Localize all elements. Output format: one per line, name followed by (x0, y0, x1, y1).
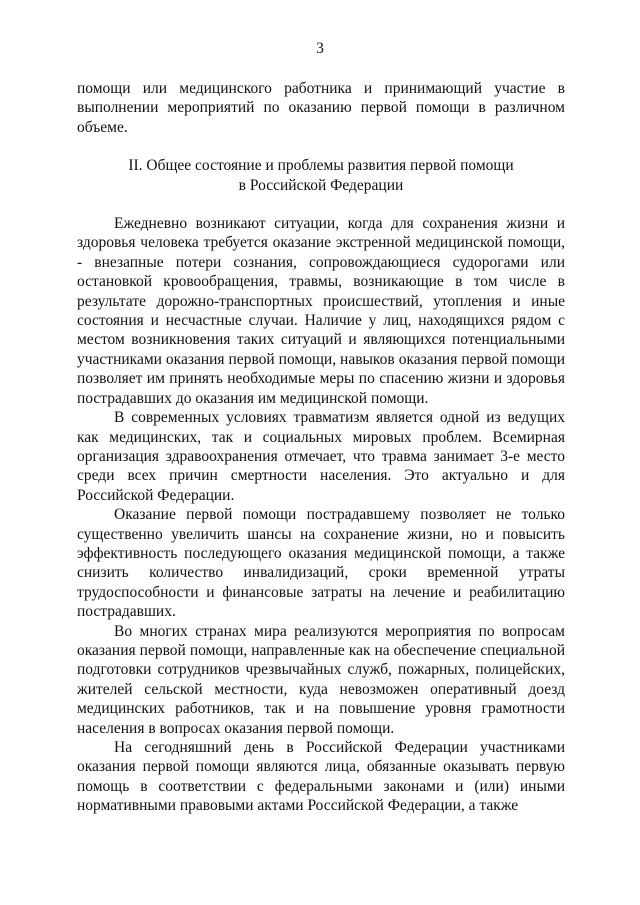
document-body (77, 79, 565, 816)
section-heading-line1: II. Общее состояние и проблемы развития первой помощи (128, 157, 514, 175)
paragraph-first-aid-benefits: Оказание первой помощи пострадавшему позволяет не только существенно увеличить шансы на сохранение жизни, но и повысить эффективность последующего оказания медицинской помощи, а также снизить количество инвалидизаций, сроки временной утраты трудоспособности и финансовые затраты на лечение и реабилитацию пострадавших. (77, 506, 565, 621)
section-heading-line2: в Российской Федерации (238, 176, 404, 194)
paragraph-participants: На сегодняшний день в Российской Федерации участниками оказания первой помощи являются лица, обязанные оказывать первую помощь в соответствии с федеральными законами и (или) иными нормативными правовыми актами Российской Федерации, а также (77, 739, 565, 815)
paragraph-world-practices: Во многих странах мира реализуются мероприятия по вопросам оказания первой помощи, направленные как на обеспечение специальной подготовки сотрудников чрезвычайных служб, пожарных, полицейских, жителей сельской местности, куда невозможен оперативный доезд медицинских работников, так и на повышение уровня грамотности населения в вопросах оказания первой помощи. (77, 622, 565, 737)
paragraph-traumatism: В современных условиях травматизм является одной из ведущих как медицинских, так и социальных мировых проблем. Всемирная организация здравоохранения отмечает, что травма занимает 3-е место среди всех причин смертности населения. Это актуально и для Российской Федерации. (77, 409, 565, 504)
intro-paragraph: помощи или медицинского работника и принимающий участие в выполнении мероприятий по оказанию первой помощи в различном объеме. (77, 80, 565, 136)
page-number: 3 (316, 40, 324, 57)
section-heading (77, 156, 565, 195)
paragraph-daily-situations: Ежедневно возникают ситуации, когда для сохранения жизни и здоровья человека требуется оказание экстренной медицинской помощи, - внезапные потери сознания, сопровождающиеся судорогами или остановкой кровообращения, травмы, возникающие в том числе в результате дорожно-транспортных происшествий, утопления и иные состояния и несчастные случаи. Наличие у лиц, находящихся рядом с местом возникновения таких ситуаций и являющихся потенциальными участниками оказания первой помощи, навыков оказания первой помощи позволяет им принять необходимые меры по спасению жизни и здоровья пострадавших до оказания им медицинской помощи. (77, 215, 565, 407)
